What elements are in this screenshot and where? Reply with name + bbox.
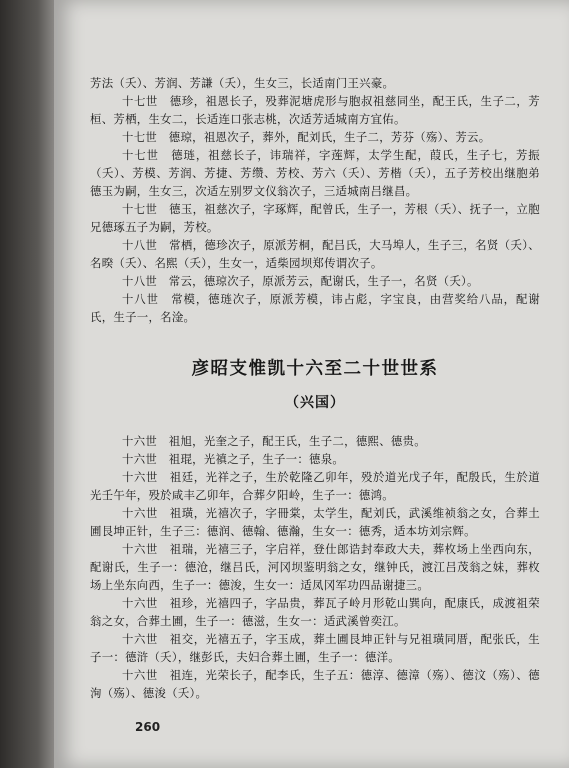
genealogy-entry: 十六世 祖旭，光奎之子，配王氏，生子二，德熙、德贵。	[122, 434, 426, 448]
genealogy-entry: 十六世 祖璜，光禧次子，字冊棠，太学生，配刘氏，武溪维祯翁之女，合葬土圃艮坤正针，生子三：德润、德翰、德瀚，生女一：德秀，适本坊刘宗辉。	[90, 506, 540, 538]
genealogy-entry: 十八世 常模，德琏次子，原派芳模，讳占彪，字宝良，由营奖给八品，配谢氏，生子一，名淦。	[90, 292, 540, 324]
genealogy-entry: 十六世 祖珍，光禧四子，字品贵，葬瓦子岭月形乾山巽向，配康氏，成渡祖荣翁之女，合葬土圃，生子一：德滋，生女一：适武溪曾奕江。	[90, 596, 540, 628]
genealogy-entry: 十八世 常云，德琼次子，原派芳云，配谢氏，生子一，名贤（夭）。	[122, 274, 479, 288]
genealogy-entry: 十七世 德琏，祖慈长子，讳瑞祥，字莲辉，太学生配，葭氏，生子七，芳振（夭）、芳模、芳润、芳捷、芳缵、芳校、芳六（夭）、芳楷（夭），五子芳校出继胞弟德玉为嗣，生女三，次适左别罗文仪翁次子，三适城南吕继昌。	[90, 148, 540, 198]
genealogy-entry: 十七世 德珍，祖恩长子，殁葬泥塘虎形与胞叔祖慈同坐，配王氏，生子二，芳桓、芳栖，生女二，长适连口张志桃，次适芳适城南方宜佑。	[90, 94, 540, 126]
section-title: 彦昭支惟凯十六至二十世世系	[191, 359, 439, 379]
genealogy-entry: 十七世 德琼，祖恩次子，葬外，配刘氏，生子二，芳芬（殇）、芳云。	[122, 130, 491, 144]
genealogy-entry: 十六世 祖廷，光祥之子，生於乾隆乙卯年，殁於道光戊子年，配殷氏，生於道光壬午年，殁於咸丰乙卯年，合葬夕阳岭，生子一：德鸿。	[90, 470, 540, 502]
genealogy-section-2	[90, 432, 540, 702]
page-content	[90, 74, 540, 702]
genealogy-entry: 芳法（夭）、芳润、芳謙（夭），生女三，长适南门王兴豪。	[90, 76, 395, 90]
section-subtitle: （兴国）	[285, 395, 345, 411]
genealogy-entry: 十六世 祖琨，光禛之子，生子一：德泉。	[122, 452, 345, 466]
genealogy-section-1	[90, 74, 540, 326]
genealogy-entry: 十六世 祖交，光禧五子，字玉成，葬土圃艮坤正针与兄祖璜同厝，配张氏，生子一：德浒（夭），继彭氏，夫妇合葬土圃，生子一：德洋。	[90, 632, 540, 664]
page-number: 260	[135, 720, 161, 734]
book-gutter	[0, 0, 54, 768]
genealogy-entry: 十六世 祖瑞，光禧三子，字启祥，登仕郎诰封奉政大夫，葬枚场上坐西向东，配谢氏，生子一：德沧，继吕氏，河冈坝鉴明翁之女，继钟氏，渡江吕茂翁之妹，葬枚场上坐东向西，生子一：德浚，生女一：适凤冈军功四品谢捷三。	[90, 542, 540, 592]
genealogy-entry: 十八世 常栖，德珍次子，原派芳桐，配吕氏，大马埠人，生子三，名贤（夭）、名暌（夭）、名熙（夭），生女一，适柴园坝郑传谓次子。	[90, 238, 540, 270]
genealogy-entry: 十七世 德玉，祖慈次子，字琢辉，配曾氏，生子一，芳根（夭）、抚子一，立胞兄德琢五子为嗣，芳校。	[90, 202, 540, 234]
genealogy-entry: 十六世 祖连，光荣长子，配李氏，生子五：德淳、德漳（殇）、德汶（殇）、德洵（殇）、德浚（夭）。	[90, 668, 540, 700]
